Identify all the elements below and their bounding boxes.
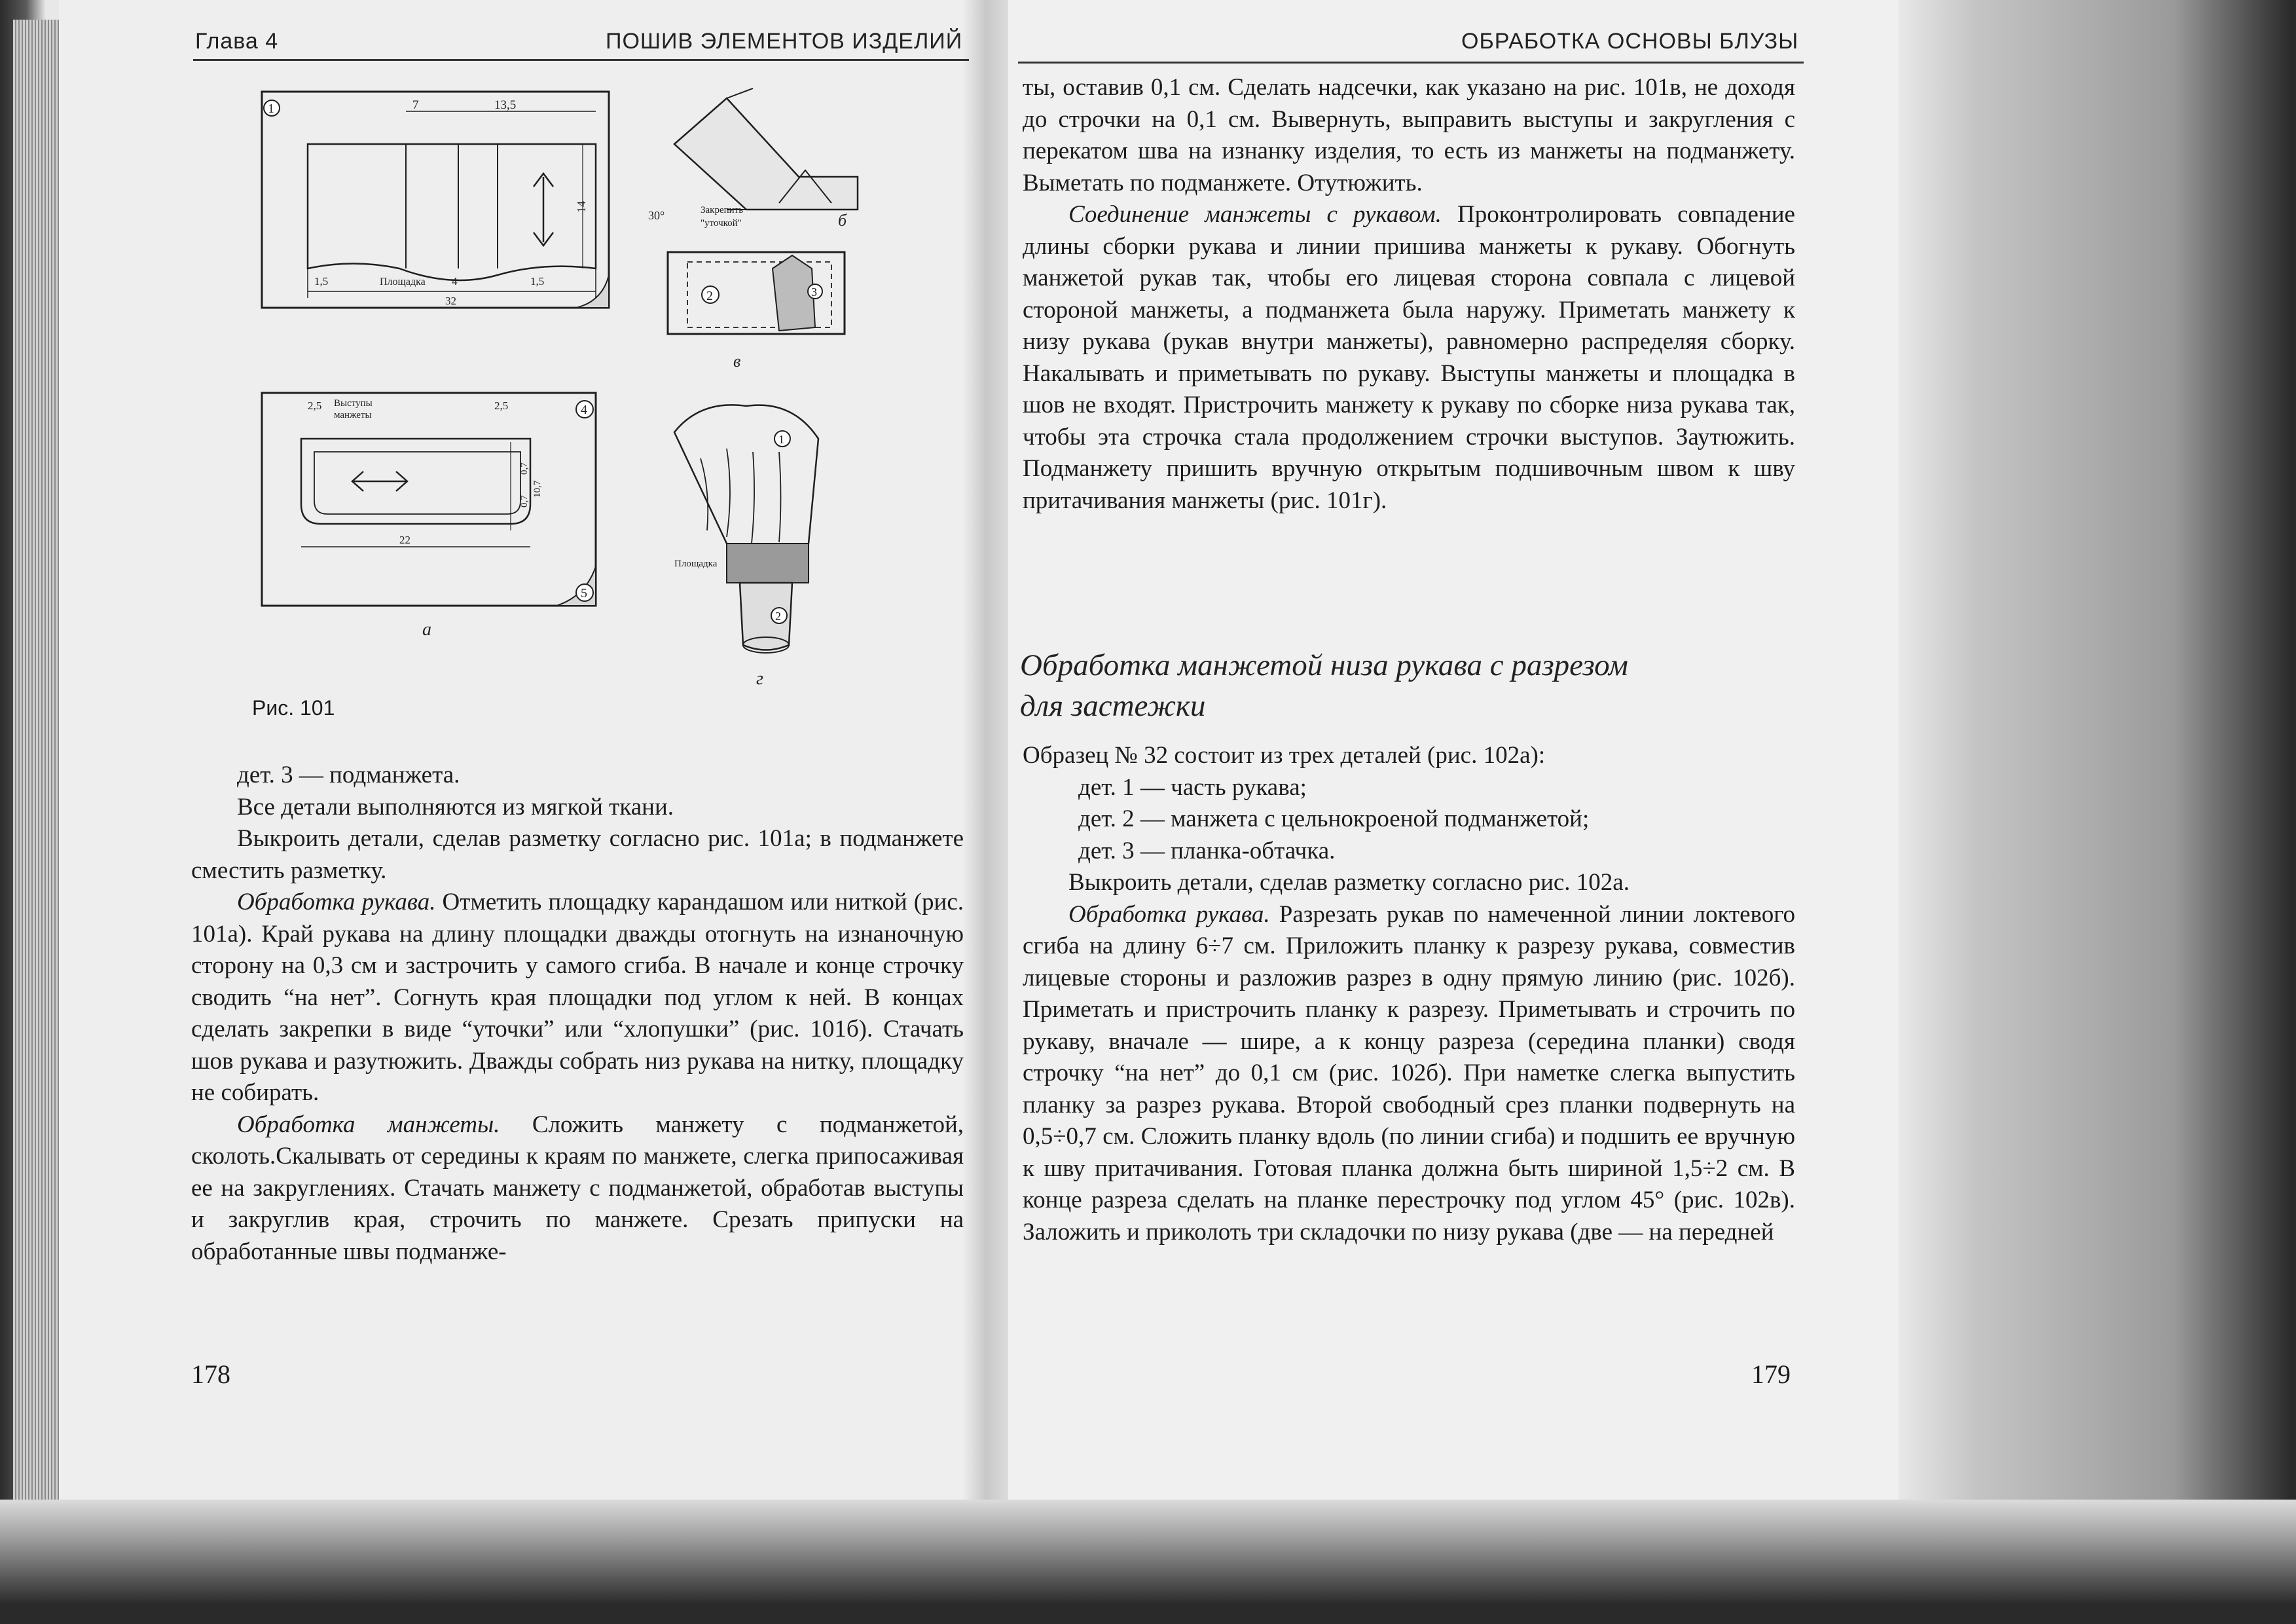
list-item-det3: дет. 3 — планка-обтачка. xyxy=(1078,837,1336,864)
marker-4: 4 xyxy=(581,403,587,417)
panel-letter-a: а xyxy=(422,619,431,640)
figure-101g-sleeve-with-cuff xyxy=(674,405,818,653)
figure-101v-cuff xyxy=(668,252,845,334)
svg-text:4: 4 xyxy=(452,275,458,287)
right-scan-shadow xyxy=(1899,0,2296,1624)
svg-text:13,5: 13,5 xyxy=(494,98,517,112)
svg-text:14: 14 xyxy=(575,201,588,213)
svg-text:2: 2 xyxy=(775,610,781,623)
left-paragraph-vykroit: Выкроить детали, сделав разметку согласно рис. 101а; в подманжете сместить разметку. xyxy=(191,825,964,884)
right-paragraph-soedinenie: Соединение манжеты с рукавом. Проконтролировать совпадение длины сборки рукава и линии пришива манжеты к рукаву. Обогнуть манжетой рукав так, чтобы его лицевая сторона совпала с лицевой стороной манжеты, а подманжета была наружу. Приметать манжету к низу рукава (рукав внутри манжеты), равномерно распределяя сборку. Накалывать и приметывать по рукаву. Выступы манжеты и площадка в шов не входят. Пристрочить манжету к рукаву по сборке низа рукава так, чтобы эта строчка стала продолжением строчки выступов. Заутюжить. Подманжету пришить вручную открытым подшивочным швом к шву притачивания манжеты (рис. 101г). xyxy=(1023,201,1795,514)
section-heading-line1: Обработка манжетой низа рукава с разрезом xyxy=(1020,648,1628,682)
right-page-number: 179 xyxy=(1751,1359,1791,1389)
left-running-title: ПОШИВ ЭЛЕМЕНТОВ ИЗДЕЛИЙ xyxy=(606,29,963,54)
book-page-edges xyxy=(13,20,59,1513)
svg-text:0,7: 0,7 xyxy=(519,495,530,507)
right-page-body-bottom xyxy=(1023,740,1795,1248)
figure-101b-folded-sleeve xyxy=(674,88,858,210)
right-paragraph-obrazets: Образец № 32 состоит из трех деталей (рис. 102а): xyxy=(1023,742,1546,769)
svg-text:Площадка: Площадка xyxy=(674,559,718,569)
lead-obrabotka-rukava-2: Обработка рукава. xyxy=(1068,900,1270,928)
left-page-body xyxy=(191,760,964,1268)
svg-text:"уточкой": "уточкой" xyxy=(701,218,742,229)
svg-text:1,5: 1,5 xyxy=(314,275,329,287)
left-paragraph-obrabotka-rukava: Обработка рукава. Отметить площадку карандашом или ниткой (рис. 101а). Край рукава на длину площадки дважды отогнуть на изнаночную сторону на 0,3 см и застрочить у самого сгиба. В начале и конце строчку сводить “на нет”. Согнуть края площадки под углом к ней. В концах сделать закрепки в виде “уточки” или “хлопушки” (рис. 101б). Стачать шов рукава и разутюжить. Дважды собрать низ рукава на нитку, площадку не собирать. xyxy=(191,889,964,1106)
svg-text:22: 22 xyxy=(399,534,410,546)
svg-text:2,5: 2,5 xyxy=(308,399,322,412)
left-paragraph-fabric: Все детали выполняются из мягкой ткани. xyxy=(237,793,674,821)
svg-text:г: г xyxy=(756,669,763,689)
svg-text:Площадка: Площадка xyxy=(380,276,426,287)
svg-text:32: 32 xyxy=(445,295,456,307)
right-header-rule xyxy=(1018,62,1804,64)
list-item-det1: дет. 1 — часть рукава; xyxy=(1078,773,1307,801)
lead-obrabotka-rukava: Обработка рукава. xyxy=(237,889,436,915)
chapter-label: Глава 4 xyxy=(195,29,279,54)
bottom-scan-edge xyxy=(0,1500,2296,1624)
figure-101 xyxy=(203,72,923,694)
svg-text:2,5: 2,5 xyxy=(494,399,509,412)
marker-2: 2 xyxy=(706,289,713,303)
marker-3: 3 xyxy=(811,286,817,299)
right-page-body-top xyxy=(1023,72,1795,517)
svg-text:1: 1 xyxy=(778,433,784,446)
svg-text:манжеты: манжеты xyxy=(334,410,372,420)
lead-soedinenie: Соединение манжеты с рукавом. xyxy=(1068,201,1442,228)
book-gutter xyxy=(962,0,1015,1506)
svg-text:10,7: 10,7 xyxy=(532,480,543,498)
svg-text:7: 7 xyxy=(412,98,419,112)
svg-text:Закрепить: Закрепить xyxy=(701,205,744,215)
right-paragraph-obrabotka-rukava: Обработка рукава. Разрезать рукав по намеченной линии локтевого сгиба на длину 6÷7 см. Приложить планку к разрезу рукава, совместив лицевые стороны и разложив разрез в одну прямую линию (рис. 102б). Приметать и пристрочить планку к разрезу. Приметывать и строчить по рукаву, вначале — шире, а к концу разреза (середина планки) сводя строчку “на нет” до 0,1 см (рис. 102б). При наметке слегка выпустить планку за разрез рукава. Второй свободный срез планки подвернуть на 0,5÷0,7 см. Сложить планку вдоль (по линии сгиба) и подшить ее вручную к шву притачивания. Готовая планка должна быть шириной 1,5÷2 см. В конце разреза сделать на планке перестрочку под углом 45° (рис. 102в). Заложить и приколоть три складочки по низу рукава (две — на передней xyxy=(1023,900,1795,1246)
marker-1: 1 xyxy=(268,101,274,116)
svg-text:в: в xyxy=(733,352,741,371)
svg-text:1,5: 1,5 xyxy=(530,275,545,287)
svg-text:0,7: 0,7 xyxy=(519,462,530,475)
figure-101a-cuff-pattern xyxy=(262,393,596,606)
right-paragraph-continuation: ты, оставив 0,1 см. Сделать надсечки, как указано на рис. 101в, не доходя до строчки на 0,1 см. Вывернуть, выправить выступы и закругления с перекатом шва на изнанку изделия, то есть из манжеты на подманжету. Выметать по подманжете. Отутюжить. xyxy=(1023,74,1795,196)
svg-text:30°: 30° xyxy=(648,209,665,222)
left-header-rule xyxy=(193,59,969,61)
lead-obrabotka-manzhety: Обработка манжеты. xyxy=(237,1111,500,1138)
list-item-det2: дет. 2 — манжета с цельнокроеной подманжетой; xyxy=(1078,805,1590,832)
svg-text:б: б xyxy=(838,211,847,230)
figure-caption: Рис. 101 xyxy=(252,696,335,720)
section-heading xyxy=(1020,645,1793,726)
left-paragraph-det3: дет. 3 — подманжета. xyxy=(237,762,460,788)
left-paragraph-obrabotka-manzhety: Обработка манжеты. Сложить манжету с подманжетой, сколоть.Скалывать от середины к краям по манжете, слегка припосаживая ее на закруглениях. Стачать манжету с подманжетой, обработав выступы и закруглив края, строчить по манжете. Срезать припуски на обработанные швы подманже- xyxy=(191,1111,964,1265)
left-page-number: 178 xyxy=(191,1359,230,1389)
right-paragraph-vykroit: Выкроить детали, сделав разметку согласно рис. 102а. xyxy=(1068,869,1630,896)
svg-text:Выступы: Выступы xyxy=(334,398,373,409)
marker-5: 5 xyxy=(581,586,587,600)
section-heading-line2: для застежки xyxy=(1020,689,1206,723)
right-running-title: ОБРАБОТКА ОСНОВЫ БЛУЗЫ xyxy=(1461,29,1799,54)
